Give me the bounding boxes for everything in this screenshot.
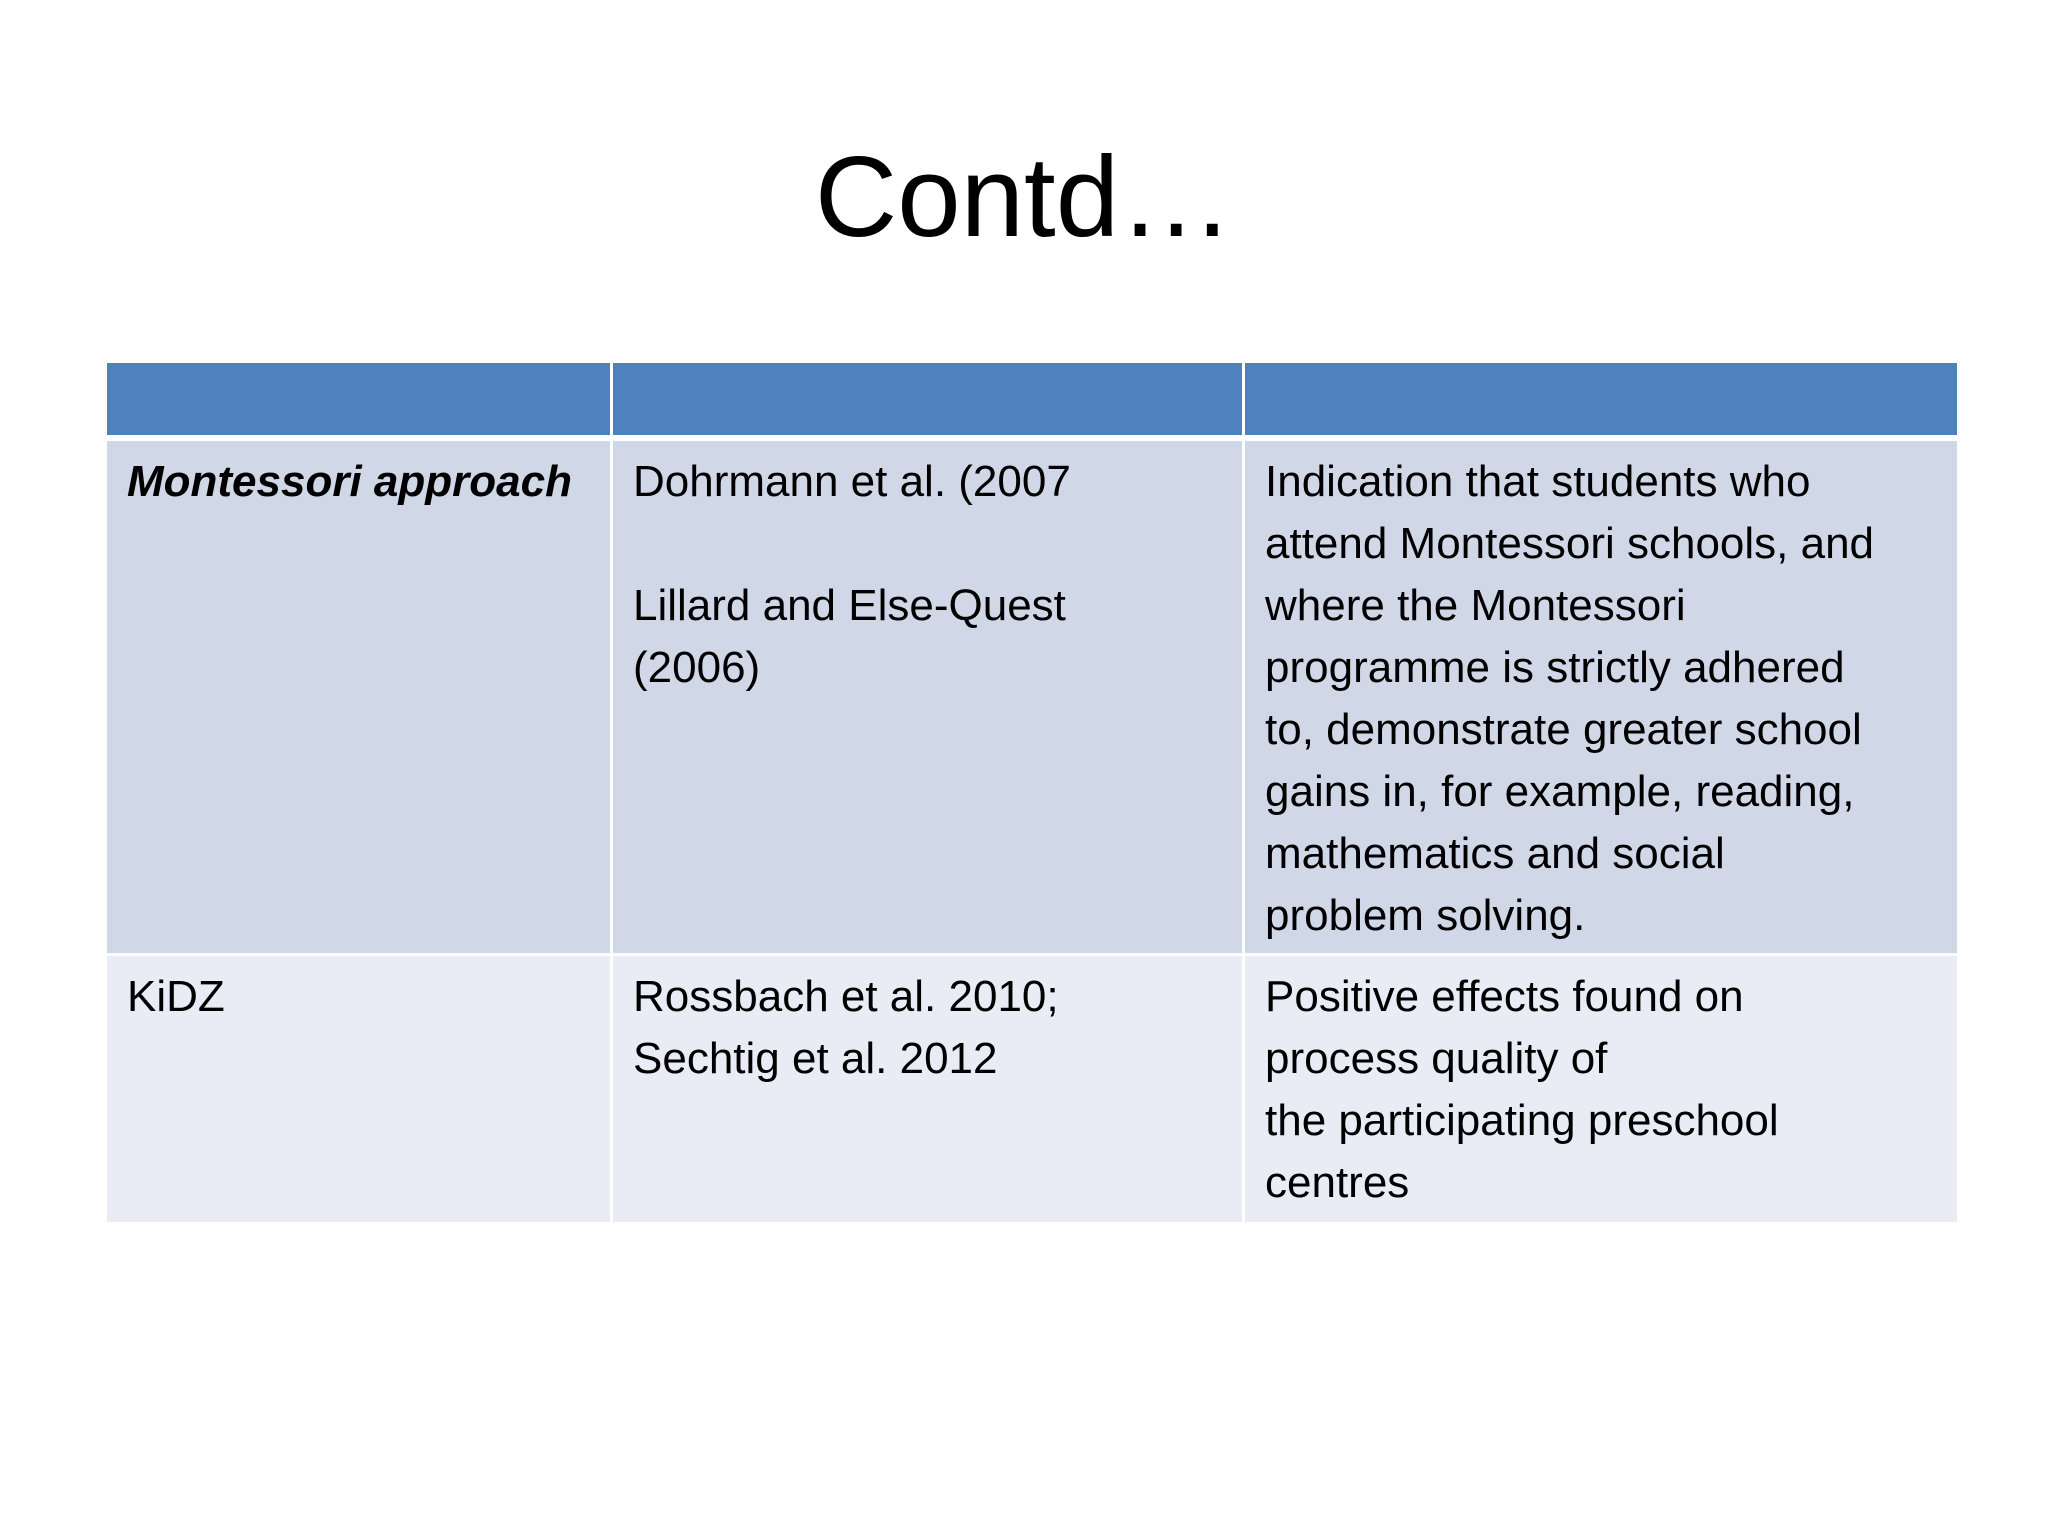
finding-line: Indication that students who: [1265, 457, 1811, 506]
finding-line: where the Montessori: [1265, 581, 1686, 630]
studies-cell: [612, 438, 1244, 955]
approach-name: KiDZ: [127, 972, 225, 1021]
header-cell-studies: [612, 362, 1244, 439]
study-citation: Lillard and Else-Quest: [633, 581, 1066, 630]
approach-cell: [106, 438, 612, 955]
finding-line: process quality of: [1265, 1034, 1608, 1083]
header-cell-approach: [106, 362, 612, 439]
approach-cell: [106, 955, 612, 1224]
study-citation: Sechtig et al. 2012: [633, 1034, 998, 1083]
evidence-table: [104, 360, 1960, 1225]
finding-line: to, demonstrate greater school: [1265, 705, 1862, 754]
finding-line: Positive effects found on: [1265, 972, 1744, 1021]
finding-line: programme is strictly adhered: [1265, 643, 1845, 692]
table-row: [106, 438, 1959, 955]
findings-cell: [1244, 438, 1959, 955]
table-header-row: [106, 362, 1959, 439]
table-row: [106, 955, 1959, 1224]
findings-cell: [1244, 955, 1959, 1224]
study-citation: (2006): [633, 643, 761, 692]
finding-line: problem solving.: [1265, 891, 1586, 940]
studies-cell: [612, 955, 1244, 1224]
approach-name: Montessori approach: [127, 457, 572, 506]
finding-line: mathematics and social: [1265, 829, 1725, 878]
header-cell-findings: [1244, 362, 1959, 439]
study-citation: Dohrmann et al. (2007: [633, 457, 1071, 506]
study-citation: Rossbach et al. 2010;: [633, 972, 1059, 1021]
finding-line: centres: [1265, 1158, 1410, 1207]
finding-line: gains in, for example, reading,: [1265, 767, 1855, 816]
finding-line: attend Montessori schools, and: [1265, 519, 1875, 568]
finding-line: the participating preschool: [1265, 1096, 1779, 1145]
slide-title: Contd…: [814, 134, 1234, 261]
citation-gap: [633, 513, 1222, 575]
